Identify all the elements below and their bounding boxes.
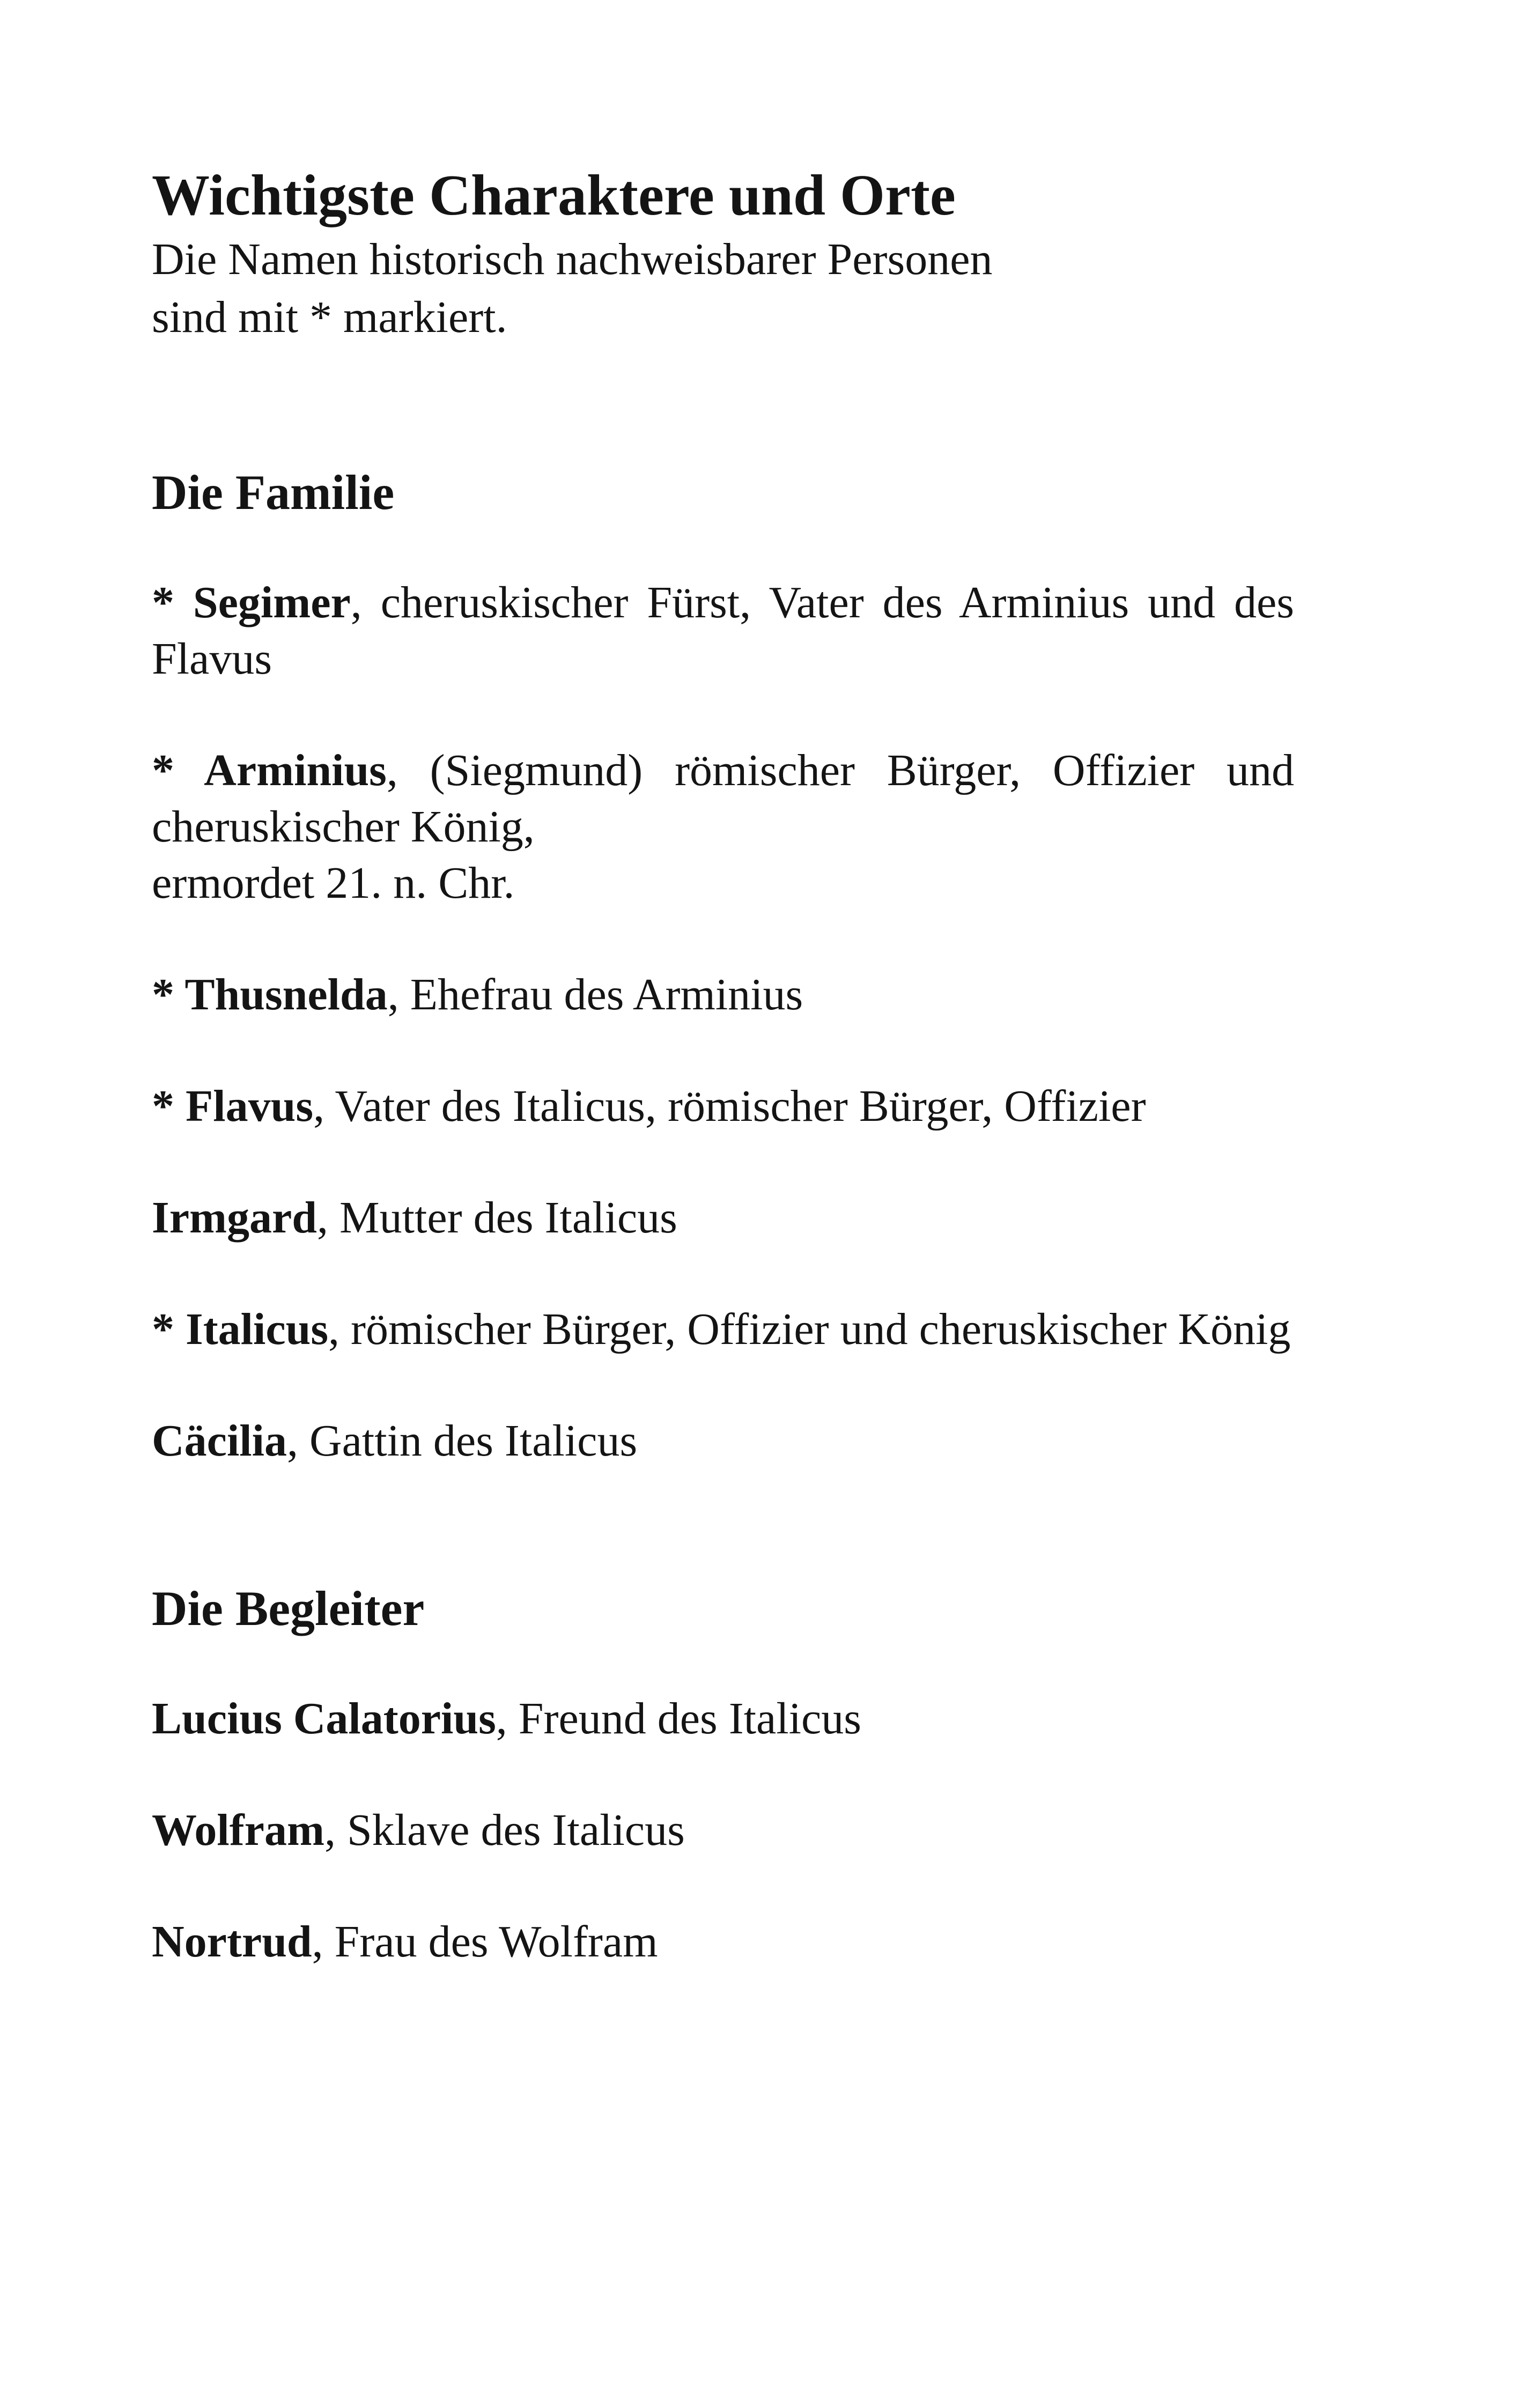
character-description: , römischer Bürger, Offizier und cheruskischer König — [328, 1304, 1291, 1354]
document-page — [152, 161, 1294, 1970]
section-heading-familie: Die Familie — [152, 465, 395, 520]
character-name: Italicus — [186, 1304, 329, 1354]
character-name: Segimer — [193, 578, 351, 627]
character-entry-irmgard — [152, 1190, 1294, 1246]
character-entry-thusnelda — [152, 966, 1294, 1023]
character-description: , Ehefrau des Arminius — [387, 970, 803, 1020]
character-description: , Gattin des Italicus — [286, 1416, 638, 1466]
character-name: Lucius Calatorius — [152, 1694, 496, 1744]
subtitle-line-1: Die Namen historisch nachweisbarer Personen — [152, 234, 993, 284]
character-description: , Mutter des Italicus — [316, 1193, 677, 1243]
historical-marker: * — [152, 970, 185, 1020]
character-description: , (Siegmund) römischer Bürger, Offizier und cheruskischer König, — [152, 745, 1294, 852]
character-entry-caecilia — [152, 1413, 1294, 1469]
character-entry-nortrud — [152, 1914, 1294, 1970]
character-description: , Freund des Italicus — [496, 1694, 861, 1744]
character-entry-lucius-calatorius — [152, 1690, 1294, 1747]
historical-marker: * — [152, 1304, 186, 1354]
subtitle-line-2: sind mit * markiert. — [152, 292, 507, 342]
character-description: , Vater des Italicus, römischer Bürger, Offizier — [313, 1081, 1146, 1131]
character-name: Arminius — [204, 745, 387, 795]
page-title: Wichtigste Charaktere und Orte — [152, 164, 956, 227]
character-entry-flavus — [152, 1078, 1294, 1134]
character-entry-wolfram — [152, 1802, 1294, 1858]
character-entry-italicus — [152, 1301, 1294, 1357]
section-heading-begleiter: Die Begleiter — [152, 1581, 425, 1636]
page-subtitle — [152, 231, 1294, 346]
character-name: Irmgard — [152, 1193, 317, 1243]
historical-marker: * — [152, 745, 204, 795]
character-name: Nortrud — [152, 1917, 312, 1967]
character-description: , Sklave des Italicus — [324, 1805, 685, 1855]
historical-marker: * — [152, 1081, 186, 1131]
historical-marker: * — [152, 578, 193, 627]
character-name: Flavus — [186, 1081, 314, 1131]
character-name: Cäcilia — [152, 1416, 287, 1466]
character-description-extra: ermordet 21. n. Chr. — [152, 858, 515, 908]
character-description: , Frau des Wolfram — [312, 1917, 658, 1967]
character-name: Thusnelda — [184, 970, 388, 1020]
character-name: Wolfram — [152, 1805, 324, 1855]
character-entry-arminius — [152, 742, 1294, 911]
character-description: , cheruskischer Fürst, Vater des Arminius und des Flavus — [152, 578, 1294, 684]
character-entry-segimer — [152, 574, 1294, 687]
